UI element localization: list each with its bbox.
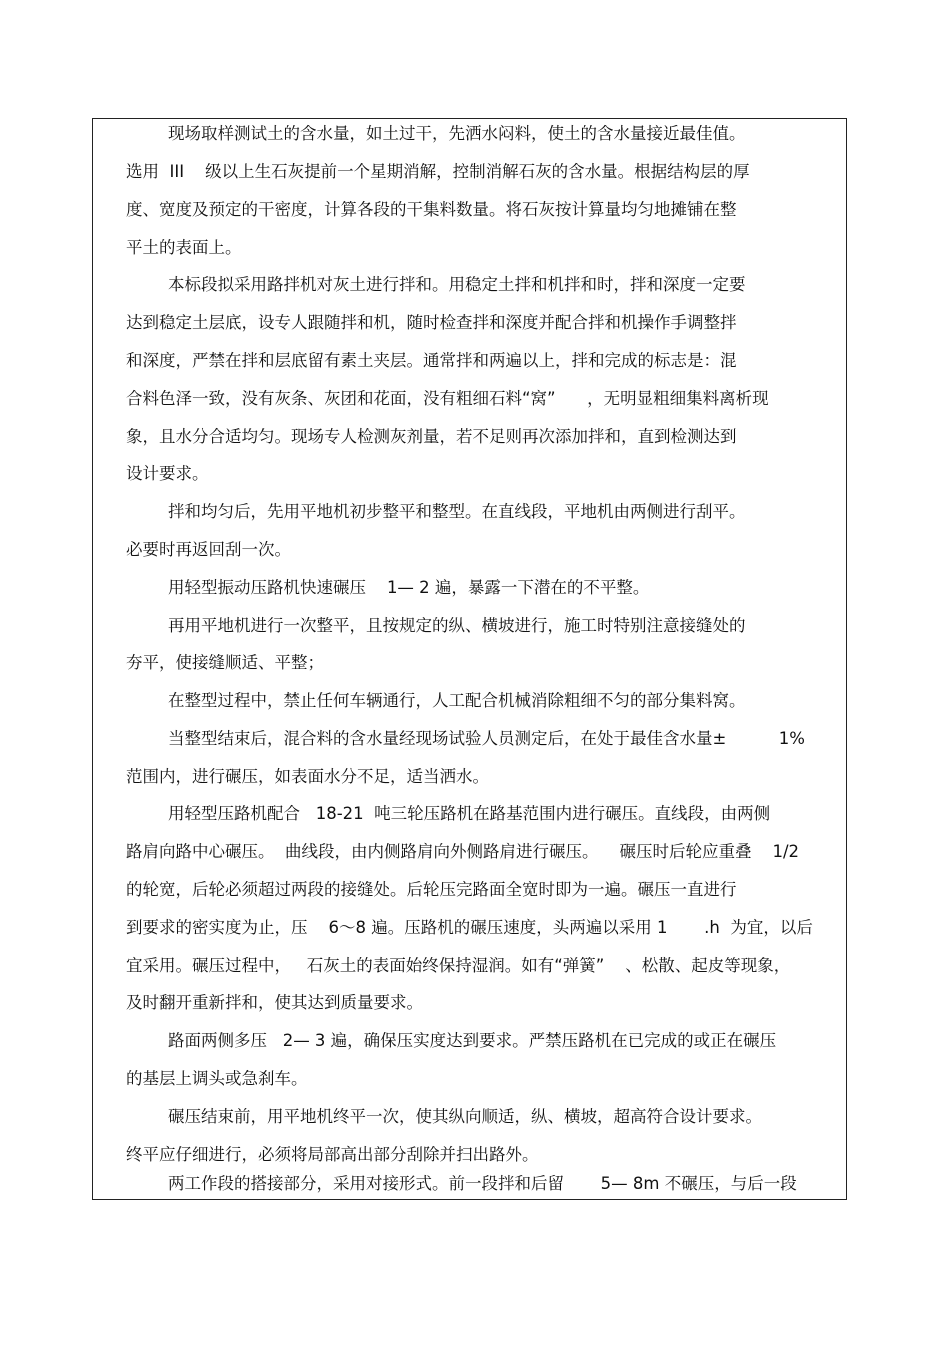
text-line: 达到稳定土层底，设专人跟随拌和机，随时检查拌和深度并配合拌和机操作手调整拌 [126,313,737,332]
text-line: 现场取样测试土的含水量，如土过干，先洒水闷料，使土的含水量接近最佳值。 [126,124,746,143]
text-line: 度、宽度及预定的干密度，计算各段的干集料数量。将石灰按计算量均匀地摊铺在整 [126,200,737,219]
text-line: 象，且水分合适均匀。现场专人检测灰剂量，若不足则再次添加拌和，直到检测达到 [126,427,737,446]
text-line: 在整型过程中，禁止任何车辆通行，人工配合机械消除粗细不匀的部分集料窝。 [126,691,746,710]
text-line: 再用平地机进行一次整平，且按规定的纵、横坡进行，施工时特别注意接缝处的 [126,616,746,635]
text-line: 宜采用。碾压过程中， 石灰土的表面始终保持湿润。如有“弹簧” 、松散、起皮等现象， [126,956,791,975]
text-line: 及时翻开重新拌和，使其达到质量要求。 [126,993,423,1012]
text-line: 合料色泽一致，没有灰条、灰团和花面，没有粗细石料“窝” ，无明显粗细集料离析现 [126,389,769,408]
text-line: 用轻型振动压路机快速碾压 1— 2 遍，暴露一下潜在的不平整。 [126,578,650,597]
text-line: 选用 III 级以上生石灰提前一个星期消解，控制消解石灰的含水量。根据结构层的厚 [126,162,750,181]
text-line: 本标段拟采用路拌机对灰土进行拌和。用稳定土拌和机拌和时，拌和深度一定要 [126,275,746,294]
text-line: 用轻型压路机配合 18-21 吨三轮压路机在路基范围内进行碾压。直线段，由两侧 [126,804,771,823]
text-line: 的轮宽，后轮必须超过两段的接缝处。后轮压完路面全宽时即为一遍。碾压一直进行 [126,880,737,899]
text-line: 到要求的密实度为止，压 6～8 遍。压路机的碾压速度，头两遍以采用 1 .h 为宜，以后 [126,918,813,937]
text-line: 范围内，进行碾压，如表面水分不足，适当洒水。 [126,767,489,786]
text-line: 必要时再返回刮一次。 [126,540,291,559]
text-line: 当整型结束后，混合料的含水量经现场试验人员测定后，在处于最佳含水量± 1% [126,729,805,748]
text-line: 终平应仔细进行，必须将局部高出部分刮除并扫出路外。 [126,1145,539,1164]
text-line: 拌和均匀后，先用平地机初步整平和整型。在直线段，平地机由两侧进行刮平。 [126,502,746,521]
text-line: 碾压结束前，用平地机终平一次，使其纵向顺适，纵、横坡，超高符合设计要求。 [126,1107,762,1126]
text-line: 两工作段的搭接部分，采用对接形式。前一段拌和后留 5— 8m 不碾压，与后一段 [126,1174,797,1193]
text-line: 夯平，使接缝顺适、平整； [126,653,324,672]
text-line: 平土的表面上。 [126,238,242,257]
text-line: 路面两侧多压 2— 3 遍，确保压实度达到要求。严禁压路机在已完成的或正在碾压 [126,1031,777,1050]
text-line: 的基层上调头或急刹车。 [126,1069,308,1088]
text-line: 设计要求。 [126,464,209,483]
text-line: 路肩向路中心碾压。 曲线段，由内侧路肩向外侧路肩进行碾压。 碾压时后轮应重叠 1/2 [126,842,800,861]
text-line: 和深度，严禁在拌和层底留有素土夹层。通常拌和两遍以上，拌和完成的标志是：混 [126,351,737,370]
